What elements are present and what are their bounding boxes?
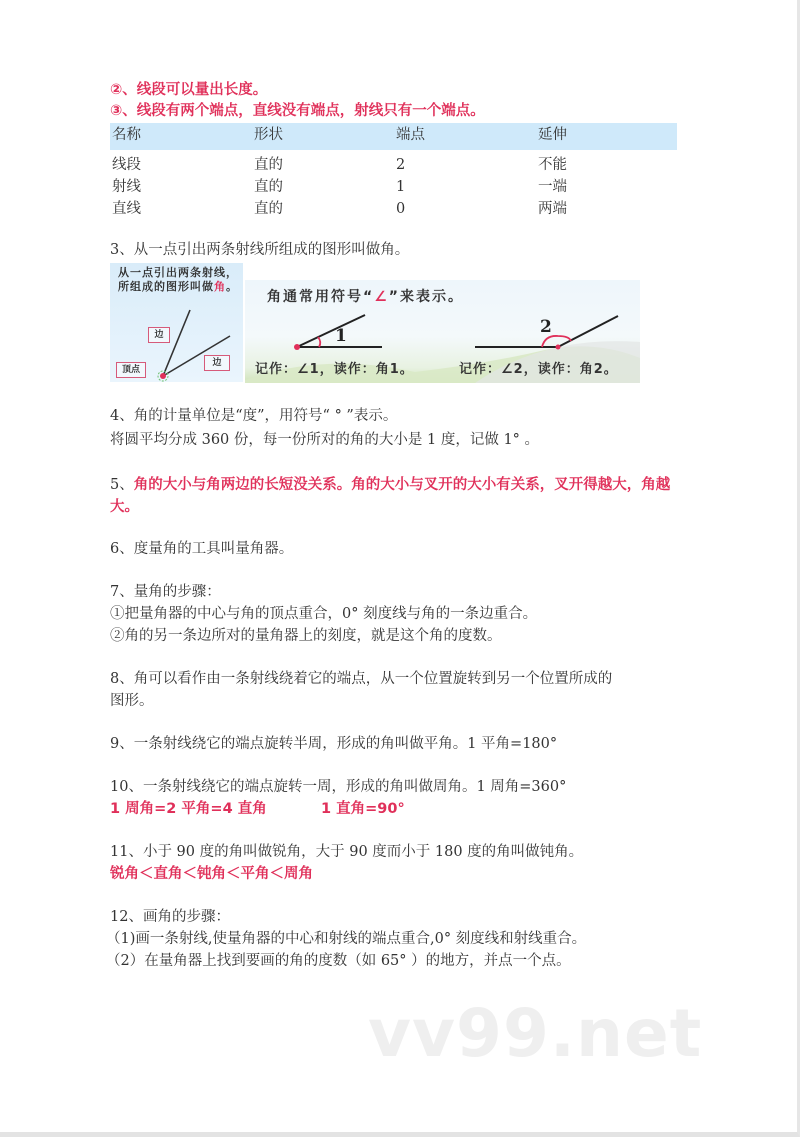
title-text: 角通常用符号“ xyxy=(267,289,375,305)
title-suffix: ”来表示。 xyxy=(388,289,464,305)
item-3-text: 3、从一点引出两条射线所组成的图形叫做角。 xyxy=(110,242,410,258)
angle-definition-figure xyxy=(110,263,243,382)
table-cell: 不能 xyxy=(538,157,567,173)
table-cell: 射线 xyxy=(112,179,141,195)
caption-highlight: 角 xyxy=(214,280,226,293)
item-11-highlight: 锐角＜直角＜钝角＜平角＜周角 xyxy=(110,866,313,882)
item-8-line-1: 8、角可以看作由一条射线绕着它的端点，从一个位置旋转到另一个位置所成的 xyxy=(110,671,613,687)
caption-suffix: 。 xyxy=(226,280,238,293)
angle-2-note: 记作：∠2，读作：角2。 xyxy=(459,362,618,377)
side-label-bottom: 边 xyxy=(204,355,230,371)
table-cell: 直的 xyxy=(254,179,283,195)
item-7-title: 7、量角的步骤： xyxy=(110,584,221,600)
angle-1-note: 记作：∠1，读作：角1。 xyxy=(255,362,414,377)
table-cell: 0 xyxy=(396,201,406,217)
watermark: vv99.net xyxy=(368,995,703,1072)
item-5-number: 5、 xyxy=(110,477,134,493)
table-header-endpoints: 端点 xyxy=(396,127,425,143)
table-row xyxy=(110,198,677,220)
angle-symbol: ∠ xyxy=(374,289,389,305)
item-10-text: 10、一条射线绕它的端点旋转一周，形成的角叫做周角。1 周角=360° xyxy=(110,779,567,795)
table-header-shape: 形状 xyxy=(254,127,283,143)
figure-title xyxy=(267,286,464,306)
item-12-title: 12、画角的步骤： xyxy=(110,909,230,925)
item-10-highlight-b: 1 直角=90° xyxy=(321,801,405,817)
angle-2-number: 2 xyxy=(540,317,552,337)
table-cell: 直线 xyxy=(112,201,141,217)
table-cell: 一端 xyxy=(538,179,567,195)
item-9-text: 9、一条射线绕它的端点旋转半周，形成的角叫做平角。1 平角=180° xyxy=(110,736,558,752)
item-11-text: 11、小于 90 度的角叫做锐角，大于 90 度而小于 180 度的角叫做钝角。 xyxy=(110,844,584,860)
table-cell: 两端 xyxy=(538,201,567,217)
item-5-highlight: 角的大小与角两边的长短没关系。角的大小与叉开的大小有关系，叉开得越大，角越大。 xyxy=(110,477,671,515)
table-cell: 直的 xyxy=(254,157,283,173)
table-cell: 直的 xyxy=(254,201,283,217)
point-3-line: ③、线段有两个端点，直线没有端点，射线只有一个端点。 xyxy=(110,103,485,119)
item-7-step-1: ①把量角器的中心与角的顶点重合，0° 刻度线与角的一条边重合。 xyxy=(110,606,538,622)
item-12-step-1: （1)画一条射线,使量角器的中心和射线的端点重合,0° 刻度线和射线重合。 xyxy=(106,931,587,947)
table-header-extend: 延伸 xyxy=(538,127,567,143)
table-cell: 线段 xyxy=(112,157,141,173)
side-label-top: 边 xyxy=(148,327,170,343)
caption-text: 从一点引出两条射线，所组成的图形叫做 xyxy=(118,266,238,293)
item-10-highlight-a: 1 周角=2 平角=4 直角 xyxy=(110,801,267,817)
table-cell: 1 xyxy=(396,179,406,195)
point-2-line: ②、线段可以量出长度。 xyxy=(110,82,268,98)
item-6-text: 6、度量角的工具叫量角器。 xyxy=(110,541,294,557)
table-row xyxy=(110,176,677,198)
table-row xyxy=(110,154,677,176)
angle-1-number: 1 xyxy=(335,326,347,346)
angle-notation-figure xyxy=(245,280,640,383)
item-4-line-2: 将圆平均分成 360 份，每一份所对的角的大小是 1 度，记做 1° 。 xyxy=(110,432,540,448)
table-header-name: 名称 xyxy=(112,127,141,143)
vertex-label: 顶点 xyxy=(116,362,146,378)
item-5-text xyxy=(110,474,685,518)
table-header-row xyxy=(110,123,677,150)
item-4-line-1: 4、角的计量单位是“度”，用符号“ ° ”表示。 xyxy=(110,408,398,424)
table-cell: 2 xyxy=(396,157,406,173)
line-types-table xyxy=(110,123,677,220)
item-7-step-2: ②角的另一条边所对的量角器上的刻度，就是这个角的度数。 xyxy=(110,628,502,644)
item-12-step-2: （2）在量角器上找到要画的角的度数（如 65° ）的地方，并点一个点。 xyxy=(106,953,571,969)
item-8-line-2: 图形。 xyxy=(110,693,154,709)
